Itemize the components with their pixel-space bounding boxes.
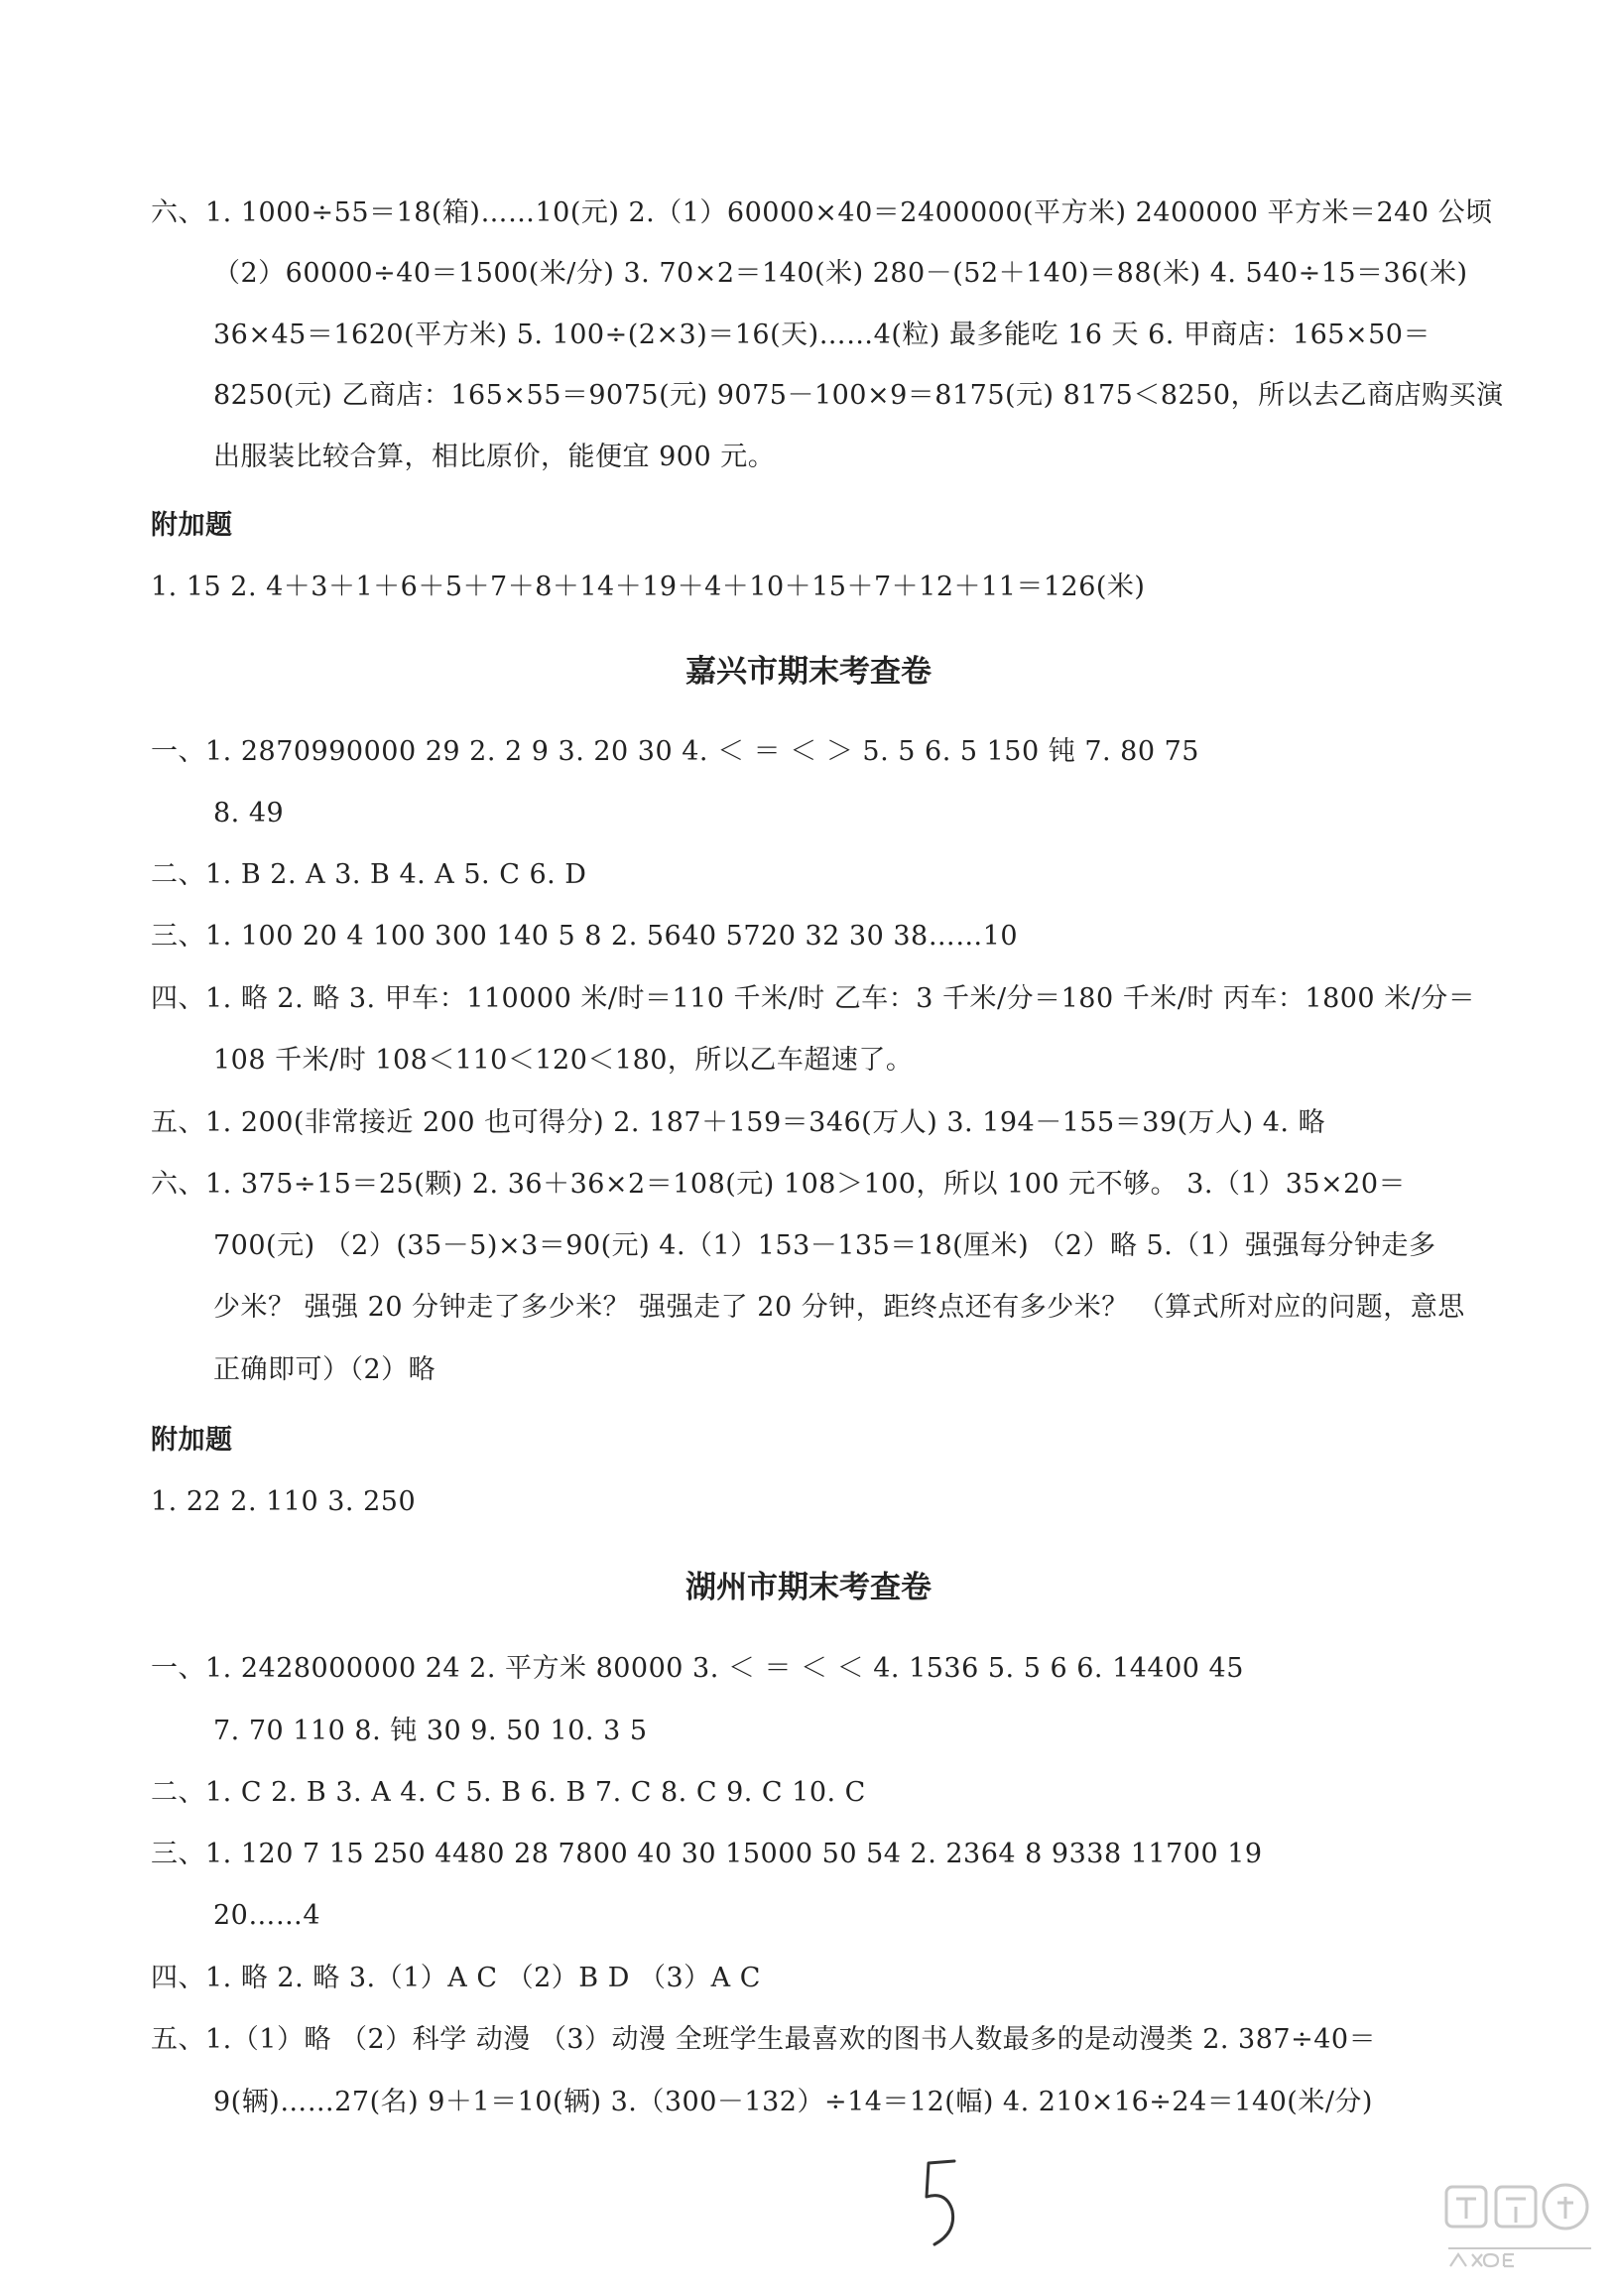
answer-line: 108 千米/时 108＜110＜120＜180，所以乙车超速了。 <box>213 1045 914 1076</box>
answer-line: 36×45＝1620(平方米) 5. 100÷(2×3)＝16(天)……4(粒) 最多能吃 16 天 6. 甲商店：165×50＝ <box>213 319 1430 350</box>
answer-line: 7. 70 110 8. 钝 30 9. 50 10. 3 5 <box>213 1716 648 1746</box>
answer-line: 8250(元) 乙商店：165×55＝9075(元) 9075－100×9＝8175(元) 8175＜8250，所以去乙商店购买演 <box>213 380 1504 411</box>
answer-line: （2）60000÷40＝1500(米/分) 3. 70×2＝140(米) 280－(52＋140)＝88(米) 4. 540÷15＝36(米) <box>213 258 1468 289</box>
answer-line: 一、1. 2870990000 29 2. 2 9 3. 20 30 4. ＜ ＝ ＜ ＞ 5. 5 6. 5 150 钝 7. 80 75 <box>151 736 1199 767</box>
answer-line: 三、1. 120 7 15 250 4480 28 7800 40 30 15000 50 54 2. 2364 8 9338 11700 19 <box>151 1839 1263 1869</box>
answer-line: 四、1. 略 2. 略 3. 甲车：110000 米/时＝110 千米/时 乙车：3 千米/分＝180 千米/时 丙车：1800 米/分＝ <box>151 983 1476 1014</box>
watermark-logo-icon <box>1440 2179 1599 2278</box>
answer-line: 二、1. B 2. A 3. B 4. A 5. C 6. D <box>151 859 587 890</box>
extra-heading: 附加题 <box>151 1425 233 1456</box>
answer-line: 700(元) （2）(35－5)×3＝90(元) 4.（1）153－135＝18(厘米) （2）略 5.（1）强强每分钟走多 <box>213 1230 1436 1261</box>
extra-answer-line: 1. 15 2. 4＋3＋1＋6＋5＋7＋8＋14＋19＋4＋10＋15＋7＋12＋11＝126(米) <box>151 572 1146 602</box>
answer-line: 9(辆)……27(名) 9＋1＝10(辆) 3.（300－132）÷14＝12(幅) 4. 210×16÷24＝140(米/分) <box>213 2087 1373 2117</box>
answer-line: 五、1.（1）略 （2）科学 动漫 （3）动漫 全班学生最喜欢的图书人数最多的是动漫类 2. 387÷40＝ <box>151 2024 1377 2055</box>
extra-answer-line: 1. 22 2. 110 3. 250 <box>151 1486 417 1517</box>
answer-line: 二、1. C 2. B 3. A 4. C 5. B 6. B 7. C 8. C 9. C 10. C <box>151 1777 866 1808</box>
answer-line: 出服装比较合算，相比原价，能便宜 900 元。 <box>213 442 776 472</box>
answer-line: 六、1. 1000÷55＝18(箱)……10(元) 2.（1）60000×40＝2400000(平方米) 2400000 平方米＝240 公顷 <box>151 197 1493 228</box>
answer-line: 三、1. 100 20 4 100 300 140 5 8 2. 5640 5720 32 30 38……10 <box>151 921 1019 952</box>
answer-line: 20……4 <box>213 1900 321 1931</box>
section-title-huzhou: 湖州市期末考查卷 <box>685 1570 932 1605</box>
extra-heading: 附加题 <box>151 510 233 541</box>
handwritten-page-number <box>913 2153 972 2252</box>
answer-line: 一、1. 2428000000 24 2. 平方米 80000 3. ＜ ＝ ＜ ＜ 4. 1536 5. 5 6 6. 14400 45 <box>151 1653 1244 1684</box>
section-title-jiaxing: 嘉兴市期末考查卷 <box>685 654 932 690</box>
answer-line: 正确即可）（2）略 <box>213 1354 436 1385</box>
answer-line: 8. 49 <box>213 798 285 829</box>
answer-line: 六、1. 375÷15＝25(颗) 2. 36＋36×2＝108(元) 108＞100，所以 100 元不够。 3.（1）35×20＝ <box>151 1169 1407 1200</box>
answer-line: 四、1. 略 2. 略 3.（1）A C （2）B D （3）A C <box>151 1963 761 1993</box>
answer-line: 五、1. 200(非常接近 200 也可得分) 2. 187＋159＝346(万人) 3. 194－155＝39(万人) 4. 略 <box>151 1107 1326 1138</box>
answer-line: 少米？ 强强 20 分钟走了多少米？ 强强走了 20 分钟，距终点还有多少米？ （算式所对应的问题，意思 <box>213 1292 1465 1323</box>
